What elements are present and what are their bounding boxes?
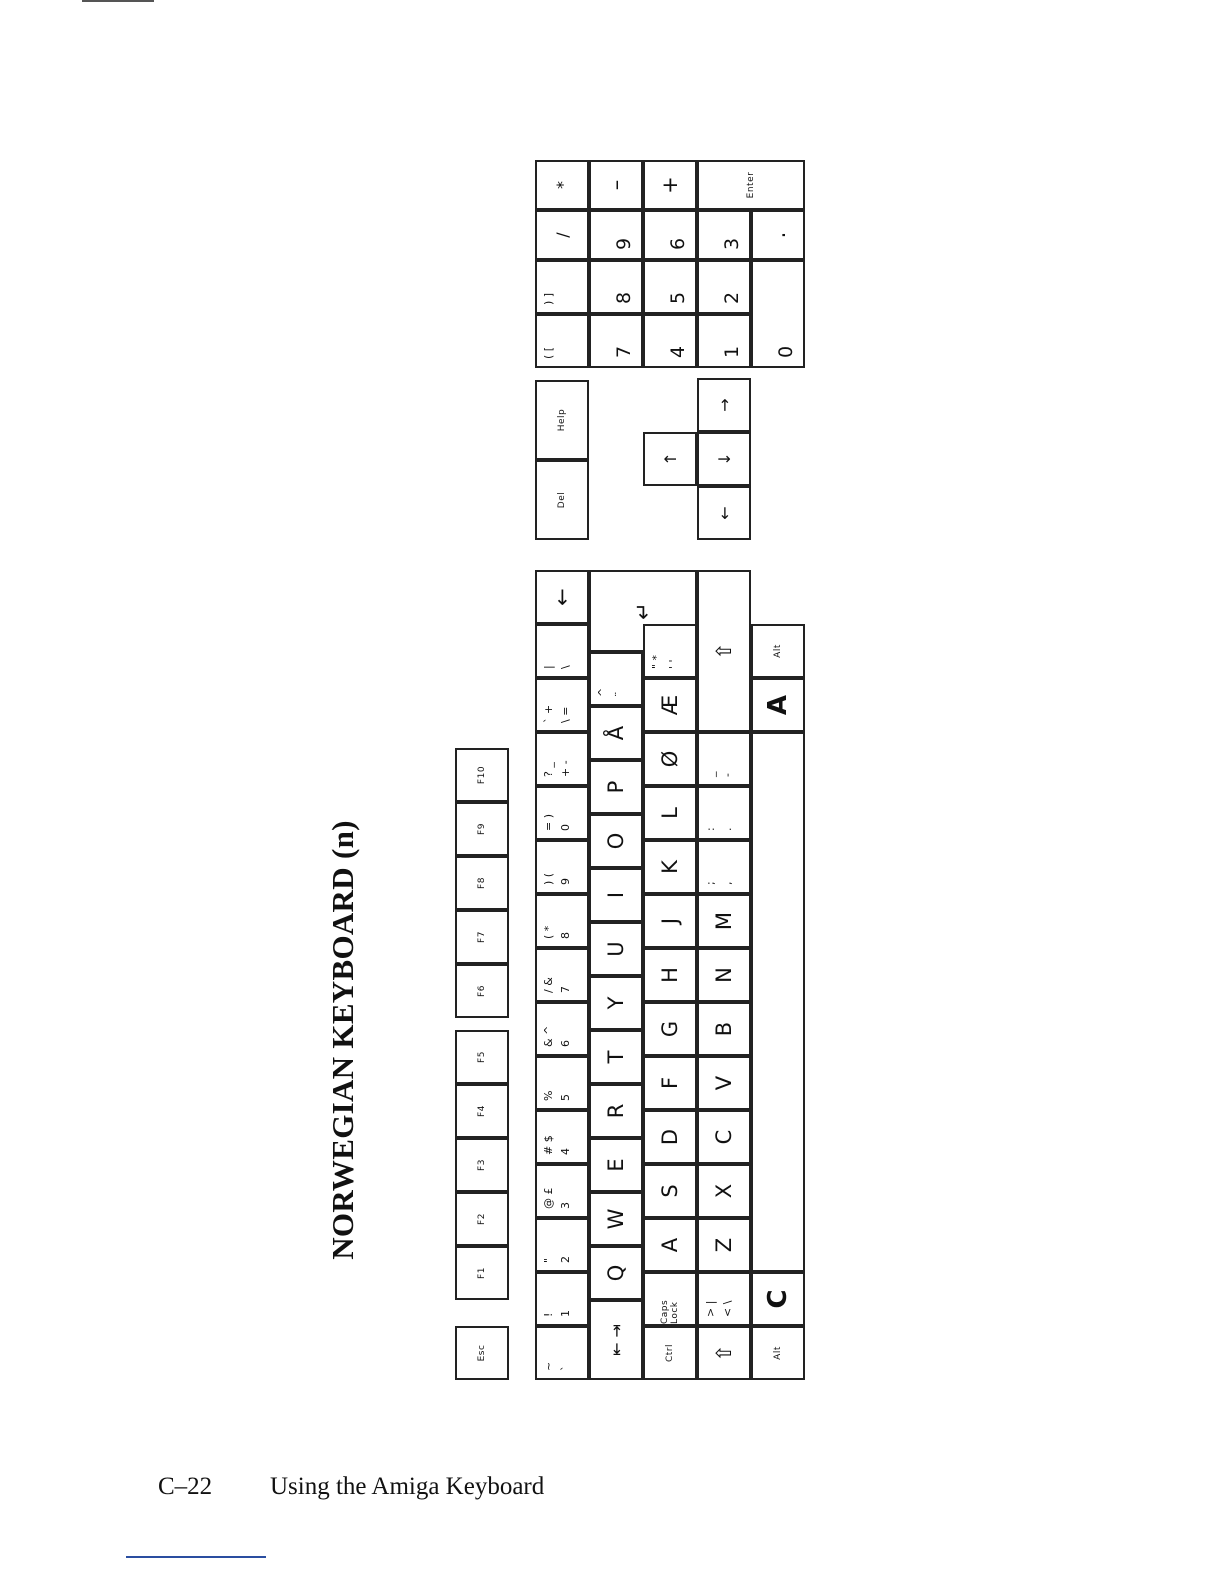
top-rule [82, 0, 154, 2]
key-f7: F7 [455, 910, 509, 964]
key-9: ) ( 9 [535, 840, 589, 894]
key-t: T [589, 1030, 643, 1084]
key-o: O [589, 814, 643, 868]
keypad-1: 1 [697, 314, 751, 368]
key-h: H [643, 948, 697, 1002]
key-0: = ) 0 [535, 786, 589, 840]
keypad-4: 4 [643, 314, 697, 368]
key-return: ↵ [589, 570, 697, 652]
key-f3: F3 [455, 1138, 509, 1192]
keyboard-diagram [455, 160, 875, 1380]
key-w: W [589, 1192, 643, 1246]
key-f4: F4 [455, 1084, 509, 1138]
key-e: E [589, 1138, 643, 1192]
key-f6: F6 [455, 964, 509, 1018]
keypad-6: 6 [643, 210, 697, 260]
key-caps-lock: Caps Lock [643, 1272, 697, 1326]
key-tilde: ~ ` [535, 1326, 589, 1380]
key-4: # $ 4 [535, 1110, 589, 1164]
key-m: M [697, 894, 751, 948]
key-bracket: ^ ¨ [589, 652, 643, 706]
key-period: : . [697, 786, 751, 840]
key-g: G [643, 1002, 697, 1056]
key-b: B [697, 1002, 751, 1056]
keypad-enter: Enter [697, 160, 805, 210]
key-arrow-down: ↓ [697, 432, 751, 486]
key-minus: ? _ + - [535, 732, 589, 786]
key-help: Help [535, 380, 589, 460]
key-arrow-up: ↑ [643, 432, 697, 486]
keypad-slash: / [535, 210, 589, 260]
key-p: P [589, 760, 643, 814]
key-space [751, 732, 805, 1272]
key-j: J [643, 894, 697, 948]
key-u: U [589, 922, 643, 976]
keypad-plus: + [643, 160, 697, 210]
key-2: " 2 [535, 1218, 589, 1272]
key-5: % 5 [535, 1056, 589, 1110]
key-del: Del [535, 460, 589, 540]
key-ctrl: Ctrl [643, 1326, 697, 1380]
key-ae: Æ [643, 678, 697, 732]
key-f5: F5 [455, 1030, 509, 1084]
key-x: X [697, 1164, 751, 1218]
key-alt-left: Alt [751, 1326, 805, 1380]
key-k: K [643, 840, 697, 894]
key-arrow-left: ← [697, 486, 751, 540]
key-d: D [643, 1110, 697, 1164]
page-number: C–22 [158, 1473, 213, 1500]
key-3: @ £ 3 [535, 1164, 589, 1218]
key-s: S [643, 1164, 697, 1218]
key-less-than: > | < \ [697, 1272, 751, 1326]
key-comma: ; , [697, 840, 751, 894]
bottom-rule [126, 1556, 266, 1558]
keypad-5: 5 [643, 260, 697, 314]
key-f1: F1 [455, 1246, 509, 1300]
key-y: Y [589, 976, 643, 1030]
key-v: V [697, 1056, 751, 1110]
key-shift-left: ⇧ [697, 1326, 751, 1380]
page-title: NORWEGIAN KEYBOARD (n) [325, 820, 360, 1260]
footer-title: Using the Amiga Keyboard [270, 1473, 545, 1500]
keypad-right-paren: ) ] [535, 260, 589, 314]
keypad-2: 2 [697, 260, 751, 314]
key-i: I [589, 868, 643, 922]
key-backslash: | \ [535, 624, 589, 678]
key-alt-right: Alt [751, 624, 805, 678]
key-6: & ^ 6 [535, 1002, 589, 1056]
key-esc: Esc [455, 1326, 509, 1380]
key-amiga-right: A [751, 678, 805, 732]
key-r: R [589, 1084, 643, 1138]
key-arrow-right: → [697, 378, 751, 432]
key-l: L [643, 786, 697, 840]
key-n: N [697, 948, 751, 1002]
keypad-8: 8 [589, 260, 643, 314]
key-f8: F8 [455, 856, 509, 910]
key-z: Z [697, 1218, 751, 1272]
keypad-9: 9 [589, 210, 643, 260]
key-o-slash: Ø [643, 732, 697, 786]
key-f: F [643, 1056, 697, 1110]
key-a-ring: Å [589, 706, 643, 760]
key-shift-right: ⇧ [697, 570, 751, 732]
key-f9: F9 [455, 802, 509, 856]
key-1: ! 1 [535, 1272, 589, 1326]
keypad-minus: – [589, 160, 643, 210]
key-amiga-left: C [751, 1272, 805, 1326]
keypad-star: * [535, 160, 589, 210]
key-a: A [643, 1218, 697, 1272]
key-equal: ` + \ = [535, 678, 589, 732]
key-c: C [697, 1110, 751, 1164]
key-f10: F10 [455, 748, 509, 802]
key-tab: ⇤ ⇥ [589, 1300, 643, 1380]
keypad-left-paren: ( [ [535, 314, 589, 368]
key-8: ( * 8 [535, 894, 589, 948]
keypad-3: 3 [697, 210, 751, 260]
key-7: / & 7 [535, 948, 589, 1002]
keypad-7: 7 [589, 314, 643, 368]
key-slash: _ - [697, 732, 751, 786]
keypad-dot: . [751, 210, 805, 260]
key-quote: " * ' ' [643, 624, 697, 678]
key-backspace: ← [535, 570, 589, 624]
keypad-0: 0 [751, 260, 805, 368]
key-f2: F2 [455, 1192, 509, 1246]
key-q: Q [589, 1246, 643, 1300]
